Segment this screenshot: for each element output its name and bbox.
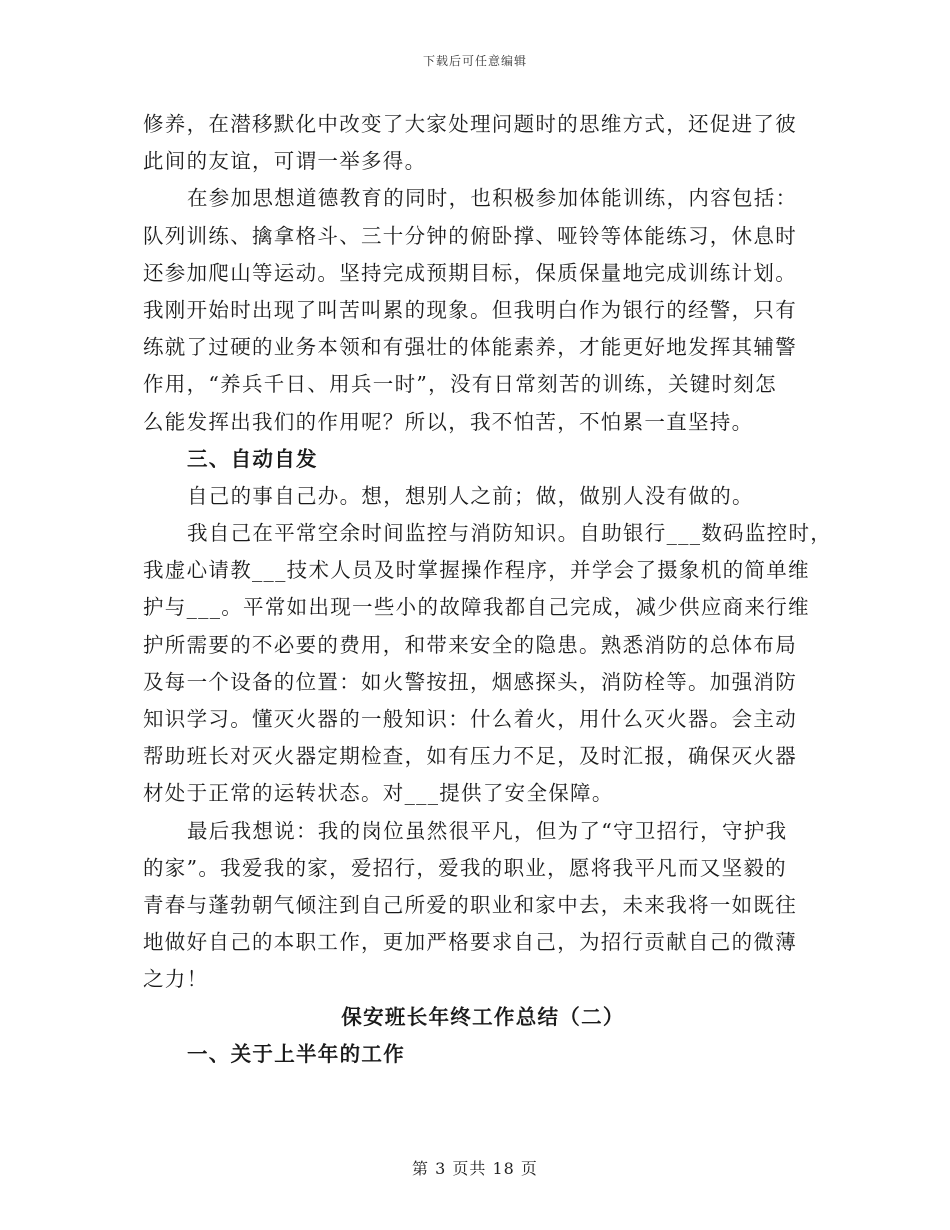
paragraph-line: 作用，“养兵千日、用兵一时”，没有日常刻苦的训练，关键时刻怎: [143, 372, 777, 397]
paragraph-line: 最后我想说：我的岗位虽然很平凡，但为了“守卫招行，守护我: [187, 818, 788, 843]
paragraph-line: 青春与蓬勃朝气倾注到自己所爱的职业和家中去，未来我将一如既往: [143, 892, 797, 917]
paragraph-line: 我自己在平常空余时间监控与消防知识。自助银行___数码监控时，: [187, 521, 833, 546]
paragraph-line: 修养，在潜移默化中改变了大家处理问题时的思维方式，还促进了彼: [143, 112, 797, 136]
paragraph-line: 地做好自己的本职工作，更加严格要求自己，为招行贡献自己的微薄: [143, 930, 797, 955]
paragraph-line: 的家”。我爱我的家，爱招行，爱我的职业，愿将我平凡而又坚毅的: [143, 855, 787, 880]
page-footer: 第 3 页共 18 页: [412, 1159, 538, 1178]
paragraph-line: 知识学习。懂灭火器的一般知识：什么着火，用什么灭火器。会主动: [143, 707, 797, 731]
paragraph-line: 及每一个设备的位置：如火警按扭，烟感探头，消防栓等。加强消防: [143, 669, 797, 694]
paragraph-line: 护与___。平常如出现一些小的故障我都自己完成，减少供应商来行维: [143, 595, 810, 620]
paragraph-line: 队列训练、擒拿格斗、三十分钟的俯卧撑、哑铃等体能练习，休息时: [143, 223, 797, 248]
section-heading: 三、自动自发: [187, 446, 318, 471]
paragraph-line: 帮助班长对灭火器定期检查，如有压力不足，及时汇报，确保灭火器: [143, 744, 797, 769]
document-title: 保安班长年终工作总结（二）: [341, 1004, 625, 1029]
paragraph-line: 自己的事自己办。想，想别人之前；做，做别人没有做的。: [187, 483, 754, 508]
paragraph-line: 材处于正常的运转状态。对___提供了安全保障。: [143, 781, 614, 806]
paragraph-line: 此间的友谊，可谓一举多得。: [143, 149, 427, 174]
page-header: 下载后可任意编辑: [422, 54, 527, 68]
paragraph-line: 我刚开始时出现了叫苦叫累的现象。但我明白作为银行的经警，只有: [143, 297, 797, 322]
paragraph-line: 练就了过硬的业务本领和有强壮的体能素养，才能更好地发挥其辅警: [143, 335, 797, 360]
paragraph-line: 么能发挥出我们的作用呢？所以，我不怕苦，不怕累一直坚持。: [143, 409, 754, 434]
paragraph-line: 护所需要的不必要的费用，和带来安全的隐患。熟悉消防的总体布局: [143, 632, 797, 657]
paragraph-line: 我虚心请教___技术人员及时掌握操作程序，并学会了摄象机的简单维: [143, 558, 810, 583]
paragraph-line: 在参加思想道德教育的同时，也积极参加体能训练，内容包括：: [187, 186, 798, 211]
section-heading: 一、关于上半年的工作: [187, 1041, 405, 1066]
document-body: [143, 106, 833, 1073]
paragraph-line: 还参加爬山等运动。坚持完成预期目标，保质保量地完成训练计划。: [143, 260, 797, 285]
paragraph-line: 之力！: [143, 967, 209, 992]
